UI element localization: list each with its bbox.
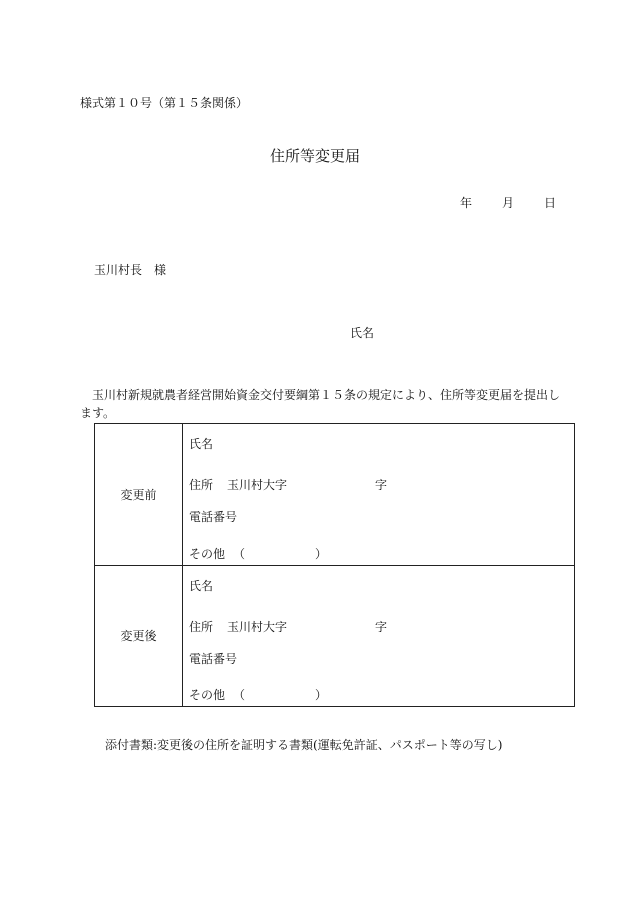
before-paren-open: （ bbox=[233, 547, 246, 561]
section-after bbox=[95, 566, 574, 706]
date-day-label: 日 bbox=[544, 196, 557, 210]
after-address-field bbox=[189, 619, 387, 635]
applicant-name-label: 氏名 bbox=[350, 326, 375, 340]
before-address-field bbox=[189, 477, 387, 493]
after-aza: 字 bbox=[375, 620, 388, 634]
addressee: 玉川村長 様 bbox=[94, 263, 167, 277]
attachment-note: 添付書類:変更後の住所を証明する書類(運転免許証、パスポート等の写し) bbox=[105, 738, 503, 752]
after-paren-close: ） bbox=[315, 688, 328, 702]
form-number: 様式第１０号（第１５条関係） bbox=[80, 96, 249, 110]
after-address-label: 住所 bbox=[189, 620, 214, 634]
document-title: 住所等変更届 bbox=[269, 147, 360, 165]
before-other-field bbox=[189, 546, 327, 562]
change-table bbox=[94, 423, 575, 707]
after-name-field: 氏名 bbox=[189, 579, 214, 593]
after-phone-field: 電話番号 bbox=[189, 652, 238, 666]
body-text-content: 玉川村新規就農者経営開始資金交付要綱第１５条の規定により、住所等変更届を提出します。 bbox=[80, 388, 561, 420]
before-aza: 字 bbox=[375, 478, 388, 492]
before-label-cell bbox=[95, 424, 183, 565]
before-label: 変更前 bbox=[120, 487, 157, 502]
before-name-field: 氏名 bbox=[189, 437, 214, 451]
after-label: 変更後 bbox=[120, 629, 157, 643]
before-paren-close: ） bbox=[315, 547, 328, 561]
after-village: 玉川村大字 bbox=[227, 620, 288, 634]
after-other-label: その他 bbox=[189, 688, 226, 702]
section-before bbox=[95, 424, 574, 566]
date-year-label: 年 bbox=[460, 196, 473, 210]
before-other-label: その他 bbox=[189, 547, 226, 561]
body-text bbox=[80, 386, 560, 422]
after-label-cell bbox=[95, 566, 183, 706]
date-row bbox=[460, 195, 556, 211]
before-village: 玉川村大字 bbox=[227, 478, 288, 492]
after-other-field bbox=[189, 687, 327, 703]
before-phone-field: 電話番号 bbox=[189, 510, 238, 524]
before-address-label: 住所 bbox=[189, 478, 214, 492]
date-month-label: 月 bbox=[502, 196, 515, 210]
after-paren-open: （ bbox=[233, 688, 246, 702]
